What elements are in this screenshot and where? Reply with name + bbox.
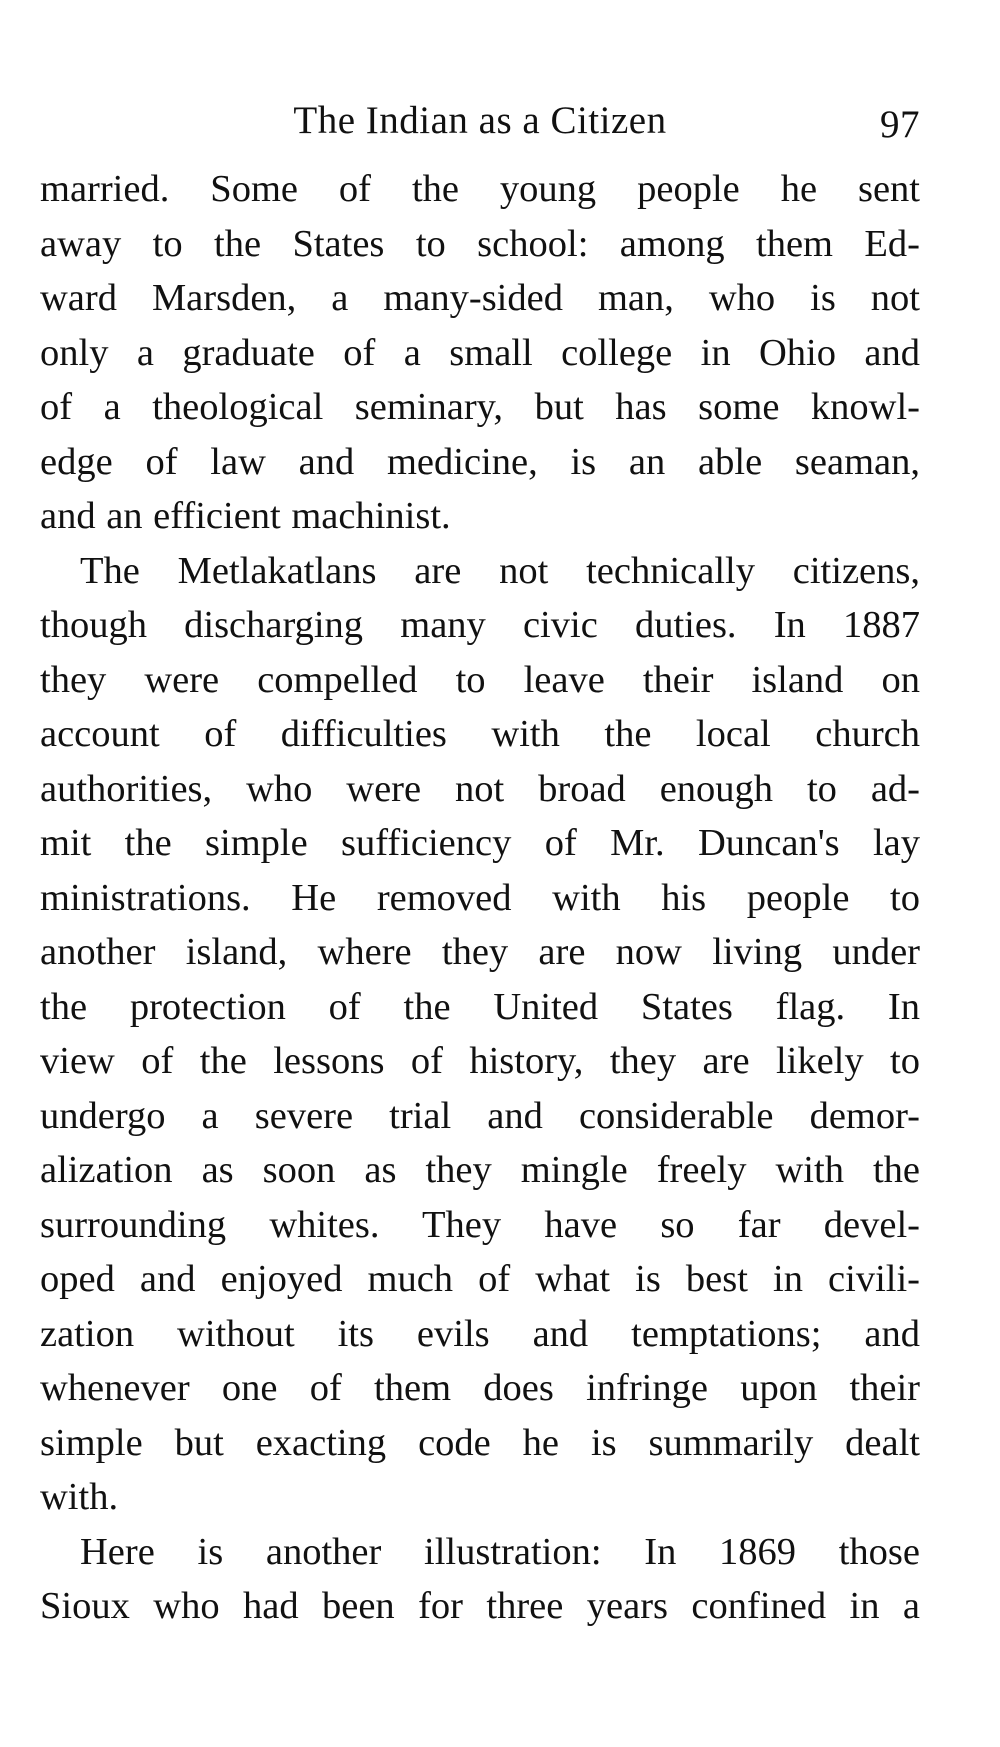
text-line: only a graduate of a small college in Ohio and xyxy=(40,331,920,374)
text-line: ward Marsden, a many-sided man, who is not xyxy=(40,277,920,319)
text-line: of a theological seminary, but has some knowl- xyxy=(40,386,920,428)
text-line: they were compelled to leave their island on xyxy=(40,658,920,701)
text-line: account of difficulties with the local church xyxy=(40,713,920,755)
text-line: alization as soon as they mingle freely with the xyxy=(40,1149,920,1191)
body-text xyxy=(40,162,920,1634)
running-title: The Indian as a Citizen xyxy=(293,99,667,142)
text-line: and an efficient machinist. xyxy=(40,495,451,537)
text-line: The Metlakatlans are not technically citizens, xyxy=(80,549,920,592)
text-line: edge of law and medicine, is an able seaman, xyxy=(40,440,920,483)
text-line: mit the simple sufficiency of Mr. Duncan's lay xyxy=(40,822,920,864)
text-line: undergo a severe trial and considerable demor- xyxy=(40,1094,920,1137)
text-line: Sioux who had been for three years confined in a xyxy=(40,1585,920,1627)
paragraph xyxy=(40,544,920,1525)
text-line: view of the lessons of history, they are likely to xyxy=(40,1040,920,1082)
text-line: another island, where they are now living under xyxy=(40,931,920,973)
text-line: surrounding whites. They have so far devel- xyxy=(40,1203,920,1246)
text-line: simple but exacting code he is summarily dealt xyxy=(40,1421,920,1464)
page-number: 97 xyxy=(880,103,920,146)
text-line: with. xyxy=(40,1476,119,1518)
text-line: oped and enjoyed much of what is best in civili- xyxy=(40,1258,920,1300)
text-line: the protection of the United States flag. In xyxy=(40,985,920,1028)
text-line: ministrations. He removed with his people to xyxy=(40,876,920,919)
text-line: though discharging many civic duties. In 1887 xyxy=(40,604,920,646)
paragraph xyxy=(40,1525,920,1634)
running-head xyxy=(40,98,920,158)
paragraph xyxy=(40,162,920,544)
text-line: Here is another illustration: In 1869 those xyxy=(80,1530,920,1573)
text-line: away to the States to school: among them Ed- xyxy=(40,222,920,265)
text-line: married. Some of the young people he sent xyxy=(40,168,920,210)
text-line: zation without its evils and temptations; and xyxy=(40,1312,920,1355)
text-line: authorities, who were not broad enough to ad- xyxy=(40,767,920,810)
text-line: whenever one of them does infringe upon their xyxy=(40,1367,920,1409)
